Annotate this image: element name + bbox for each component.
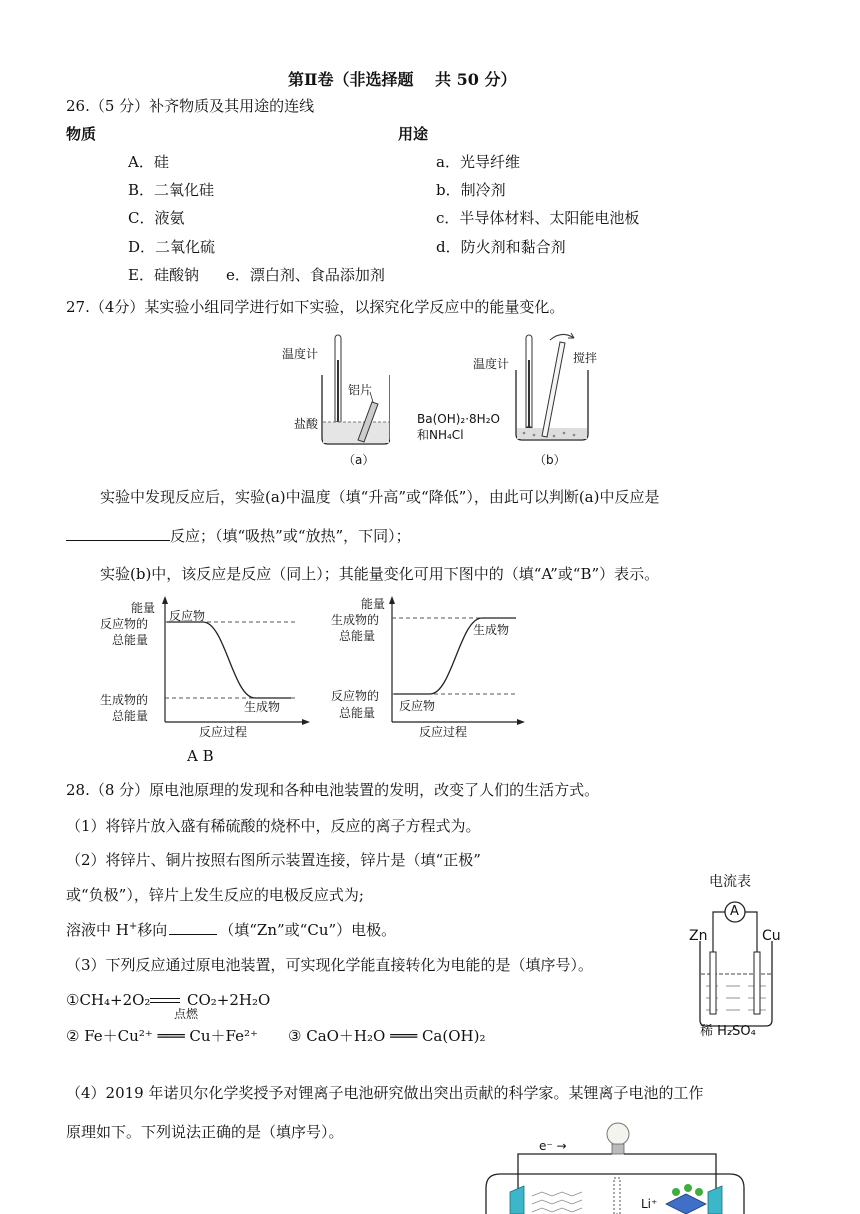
thermometer-label-a: 温度计 [282, 347, 319, 361]
galvanic-cell-figure [686, 866, 796, 1046]
lithium-battery-figure [480, 1118, 750, 1214]
q28-part4b: 原理如下。下列说法正确的是（填序号）。 [66, 1123, 344, 1141]
equation-2: ② Fe＋Cu²⁺ ═══ Cu＋Fe²⁺ [66, 1027, 258, 1045]
equation-3: ③ CaO＋H₂O ═══ Ca(OH)₂ [288, 1027, 486, 1045]
zn-electrode-label: Zn [689, 928, 708, 944]
substance-item: C．液氨 [128, 209, 185, 227]
graph-b-top-label: 总能量 [339, 629, 376, 643]
strip-label: 铝片 [348, 383, 373, 397]
substance-item: B．二氧化硅 [128, 181, 215, 199]
substance-item: A．硅 [128, 153, 169, 171]
q27-line2-wrap [66, 526, 411, 546]
caption-b: （b） [534, 453, 566, 467]
ammeter-symbol: A [730, 904, 739, 919]
q27-stem: 27.（4分）某实验小组同学进行如下实验，以探究化学反应中的能量变化。 [66, 298, 565, 316]
lithium-ion-label: Li⁺ [641, 1197, 658, 1211]
q28-part2b: 或“负极”），锌片上发生反应的电极反应式为; [66, 886, 364, 904]
q28-part1: （1）将锌片放入盛有稀硫酸的烧杯中，反应的离子方程式为。 [66, 817, 481, 835]
q26-col-substance: 物质 [66, 125, 97, 143]
graph-b-bottom-label: 反应物的 [331, 689, 380, 703]
q28-part3: （3）下列反应通过原电池装置，可实现化学能直接转化为电能的是（填序号）。 [66, 956, 594, 974]
equation-1-arrow [150, 998, 180, 999]
q26-col-use: 用途 [398, 125, 429, 143]
q27-line1: 实验中发现反应后，实验(a)中温度（填“升高”或“降低”），由此可以判断(a)中反应是 [100, 488, 660, 506]
answer-blank[interactable] [169, 920, 217, 935]
q28-part2c-post: （填“Zn”或“Cu”）电极。 [219, 921, 397, 939]
graph-a-curve-start: 反应物 [169, 609, 206, 623]
graph-a-bottom-label: 总能量 [112, 709, 149, 723]
use-item: c．半导体材料、太阳能电池板 [436, 209, 640, 227]
graph-b-curve-end: 生成物 [473, 623, 510, 637]
use-item: a．光导纤维 [436, 153, 520, 171]
graph-b-top-label: 生成物的 [331, 613, 380, 627]
substance-item: D．二氧化硫 [128, 238, 216, 256]
q28-part2c [66, 920, 396, 940]
q28-part2a: （2）将锌片、铜片按照右图所示装置连接，锌片是（填“正极” [66, 851, 481, 869]
equation-1-right: CO₂+2H₂O [187, 991, 271, 1009]
substance-item: E．硅酸钠 [128, 266, 199, 284]
equation-1-arrow [150, 1002, 180, 1003]
graph-a-y-axis: 能量 [131, 601, 156, 615]
cu-electrode-label: Cu [762, 928, 781, 944]
graph-b-curve-start: 反应物 [399, 699, 436, 713]
answer-blank[interactable] [66, 526, 170, 541]
q28-part2c-pre: 溶液中 H [66, 921, 129, 939]
graph-a-bottom-label: 生成物的 [100, 693, 149, 707]
stir-label: 搅拌 [573, 351, 598, 365]
graph-caption: A B [187, 747, 214, 765]
section-title: 第Ⅱ卷（非选择题 共 50 分） [288, 70, 517, 89]
electron-flow-label: e⁻ → [539, 1139, 567, 1153]
h-charge: + [128, 921, 138, 932]
use-item: e．漂白剂、食品添加剂 [226, 266, 385, 284]
thermometer-label-b: 温度计 [473, 357, 510, 371]
q28-part4a: （4）2019 年诺贝尔化学奖授予对锂离子电池研究做出突出贡献的科学家。某锂离子电池的工作 [66, 1084, 704, 1102]
graph-a-x-axis: 反应过程 [199, 725, 248, 739]
graph-a-top-label: 反应物的 [100, 617, 149, 631]
use-item: b．制冷剂 [436, 181, 506, 199]
equation-1-condition: 点燃 [174, 1007, 199, 1021]
equation-1-left: ①CH₄+2O₂ [66, 991, 151, 1009]
graph-a-curve-end: 生成物 [244, 700, 281, 714]
solution-label: 稀 H₂SO₄ [700, 1024, 756, 1039]
graph-b-x-axis: 反应过程 [419, 725, 468, 739]
reagent-label-1: Ba(OH)₂·8H₂O [417, 412, 500, 426]
caption-a: （a） [343, 453, 375, 467]
q27-line3: 实验(b)中，该反应是反应（同上）；其能量变化可用下图中的（填“A”或“B”）表示。 [100, 565, 660, 583]
use-item: d．防火剂和黏合剂 [436, 238, 566, 256]
reagent-label-2: 和NH₄Cl [417, 428, 464, 442]
graph-b-bottom-label: 总能量 [339, 706, 376, 720]
q28-part2c-mid: 移向 [137, 921, 168, 939]
graph-a-top-label: 总能量 [112, 633, 149, 647]
q27-line2: 反应；（填“吸热”或“放热”，下同）； [170, 527, 411, 545]
ammeter-label: 电流表 [709, 874, 751, 890]
q28-stem: 28.（8 分）原电池原理的发现和各种电池装置的发明，改变了人们的生活方式。 [66, 781, 600, 799]
acid-label: 盐酸 [294, 417, 319, 431]
q26-stem: 26.（5 分）补齐物质及其用途的连线 [66, 97, 315, 115]
graph-b-y-axis: 能量 [361, 597, 386, 611]
